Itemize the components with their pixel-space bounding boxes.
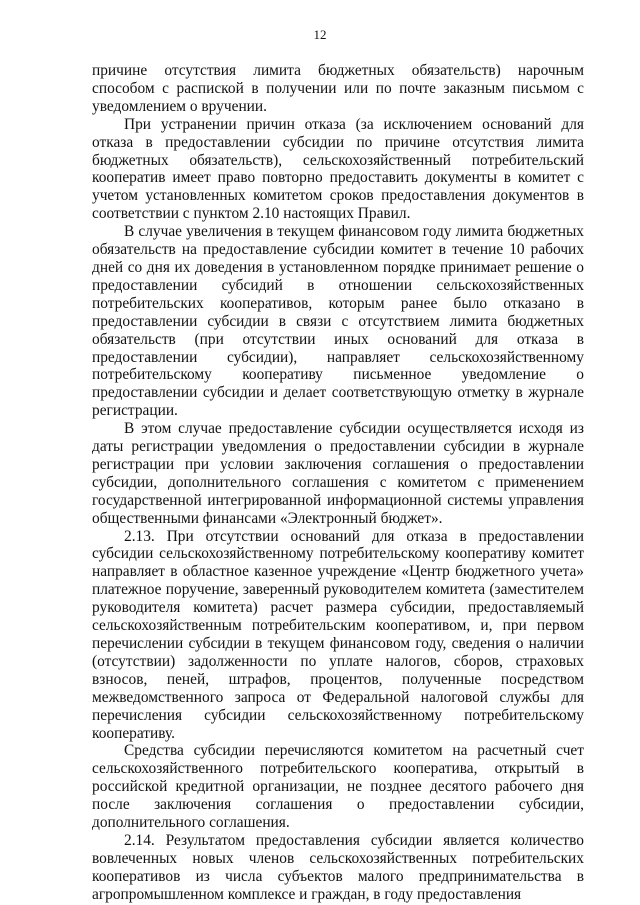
paragraph-2-13: 2.13. При отсутствии оснований для отказа в предоставлении субсидии сельскохозяйственному потребительскому кооперативу комитет направляет в областное казенное учреждение «Центр бюджетного учета» платежное поручение, заверенный руководителем комитета (заместителем руководителя комитета) расчет размера субсидии, предоставляемый сельскохозяйственным потребительским кооперативом, и, при первом перечислении субсидии в текущем финансовом году, сведения о наличии (отсутствии) задолженности по уплате налогов, сборов, страховых взносов, пеней, штрафов, процентов, полученные посредством межведомственного запроса от Федеральной налоговой службы для перечисления субсидии сельскохозяйственному потребительскому кооперативу. (92, 527, 584, 742)
paragraph-continuation: причине отсутствия лимита бюджетных обязательств) нарочным способом с распиской в получении или по почте заказным письмом с уведомлением о вручении. (92, 62, 584, 115)
paragraph-transfer-funds: Средства субсидии перечисляются комитетом на расчетный счет сельскохозяйственного потребительского кооператива, открытый в российской кредитной организации, не позднее десятого рабочего дня после заключения соглашения о предоставлении субсидии, дополнительного соглашения. (92, 742, 584, 832)
page-number: 12 (313, 27, 327, 42)
paragraph-resubmission: При устранении причин отказа (за исключением оснований для отказа в предоставлении субсидии по причине отсутствия лимита бюджетных обязательств), сельскохозяйственный потребительский кооператив имеет право повторно предоставить документы в комитет с учетом установленных комитетом сроков предоставления документов в соответствии с пунктом 2.10 настоящих Правил. (92, 115, 584, 223)
paragraph-limit-increase: В случае увеличения в текущем финансовом году лимита бюджетных обязательств на предоставление субсидии комитет в течение 10 рабочих дней со дня их доведения в установленном порядке принимает решение о предоставлении субсидий в отношении сельскохозяйственных потребительских кооперативов, которым ранее было отказано в предоставлении субсидии в связи с отсутствием лимита бюджетных обязательств (при отсутствии иных оснований для отказа в предоставлении субсидии), направляет сельскохозяйственному потребительскому кооперативу письменное уведомление о предоставлении субсидии и делает соответствующую отметку в журнале регистрации. (92, 223, 584, 420)
document-body (92, 62, 584, 904)
paragraph-registration-order: В этом случае предоставление субсидии осуществляется исходя из даты регистрации уведомления о предоставлении субсидии в журнале регистрации при условии заключения соглашения о предоставлении субсидии, дополнительного соглашения с комитетом с применением государственной интегрированной информационной системы управления общественными финансами «Электронный бюджет». (92, 420, 584, 527)
paragraph-2-14: 2.14. Результатом предоставления субсидии является количество вовлеченных новых членов сельскохозяйственных потребительских кооперативов из числа субъектов малого предпринимательства в агропромышленном комплексе и граждан, в году предоставления (92, 831, 584, 903)
